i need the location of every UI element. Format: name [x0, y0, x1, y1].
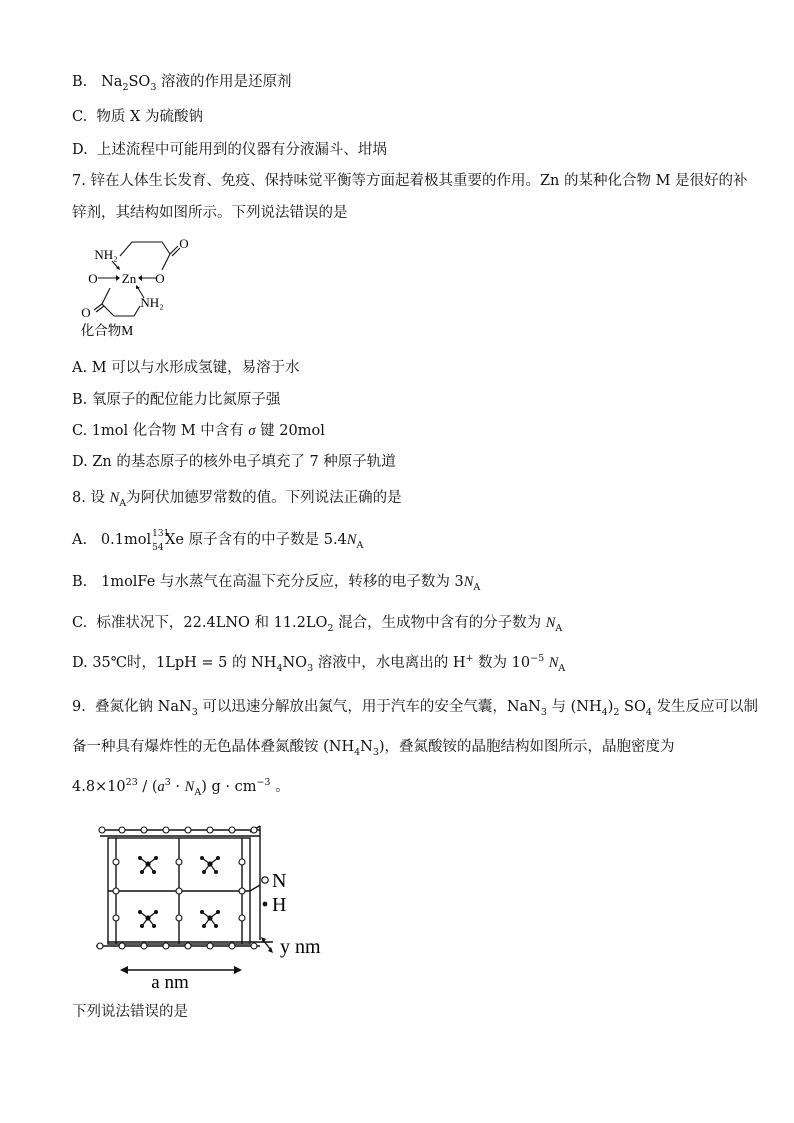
q7-option-d: D. Zn 的基态原子的核外电子填充了 7 种原子轨道	[72, 454, 396, 470]
q9-closing-question: 下列说法错误的是	[72, 1004, 188, 1020]
nh2-top-label: NH₂	[94, 247, 118, 262]
q7-stem-line2: 锌剂，其结构如图所示。下列说法错误的是	[72, 205, 348, 221]
o-left-label: O	[88, 271, 98, 286]
crystal-cell-diagram	[88, 822, 358, 992]
carbonyl-o-bottom-label: O	[81, 305, 91, 320]
q6-option-c: C. 物质 X 为硫酸钠	[72, 109, 203, 125]
o-right-label: O	[155, 271, 165, 286]
q6-option-d: D. 上述流程中可能用到的仪器有分液漏斗、坩埚	[72, 142, 387, 158]
q8-option-b: B. 1molFe 与水蒸气在高温下充分反应，转移的电子数为 $3N_A$	[72, 574, 481, 593]
q7-option-c: C. 1mol 化合物 M 中含有 σ 键 20mol	[72, 423, 325, 439]
compound-m-structure	[72, 232, 212, 342]
q8-option-a: A. 0.1mol 131 54 Xe 原子含有的中子数是 $5.4N_A$	[72, 529, 364, 553]
q9-stem-line2: 备一种具有爆炸性的无色晶体叠氮酸铵 $(NH_4N_3)$，叠氮酸铵的晶胞结构如图所示，晶胞密度为	[72, 739, 675, 758]
dim-a-label: a nm	[151, 972, 189, 993]
q7-option-b: B. 氧原子的配位能力比氮原子强	[72, 392, 281, 408]
q9-stem-line3: $4.8\times 10^{23} / (a^3 \cdot N_A) g \cdot cm^{-3}$ 。	[72, 777, 290, 798]
q8-option-c: C. 标准状况下，22.4LNO 和 $11.2LO_2$ 混合，生成物中含有的分子数为 $N_A$	[72, 615, 563, 634]
q9-stem-line1: 9. 叠氮化钠 NaN$_3$ 可以迅速分解放出氮气，用于汽车的安全气囊，NaN$_3$ 与 $(NH_4)_2$ $SO_4$ 发生反应可以制	[72, 699, 758, 718]
legend-h-label: H	[272, 894, 287, 916]
q7-stem-line1: 7. 锌在人体生长发育、免疫、保持味觉平衡等方面起着极其重要的作用。Zn 的某种化合物 M 是很好的补	[72, 173, 748, 189]
q8-option-d: D. 35℃时，1LpH = 5 的 $NH_4NO_3$ 溶液中，水电离出的 H+ 数为 $10^{-5}$ $N_A$	[72, 653, 566, 674]
legend-h-marker	[263, 902, 268, 907]
zn-label: Zn	[121, 271, 137, 286]
q8-stem: 8. 设 $N_A$为阿伏加德罗常数的值。下列说法正确的是	[72, 490, 402, 509]
q7-option-a: A. M 可以与水形成氢键，易溶于水	[72, 360, 300, 376]
nh2-bottom-label: NH₂	[140, 295, 164, 310]
dim-y-label: y nm	[280, 936, 321, 958]
carbonyl-o-top-label: O	[179, 236, 189, 251]
legend-n-label: N	[272, 870, 287, 892]
legend-n-marker	[262, 877, 268, 883]
compound-m-caption: 化合物M	[80, 323, 134, 338]
q6-option-b: B. $Na_2SO_3$ 溶液的作用是还原剂	[72, 74, 292, 93]
